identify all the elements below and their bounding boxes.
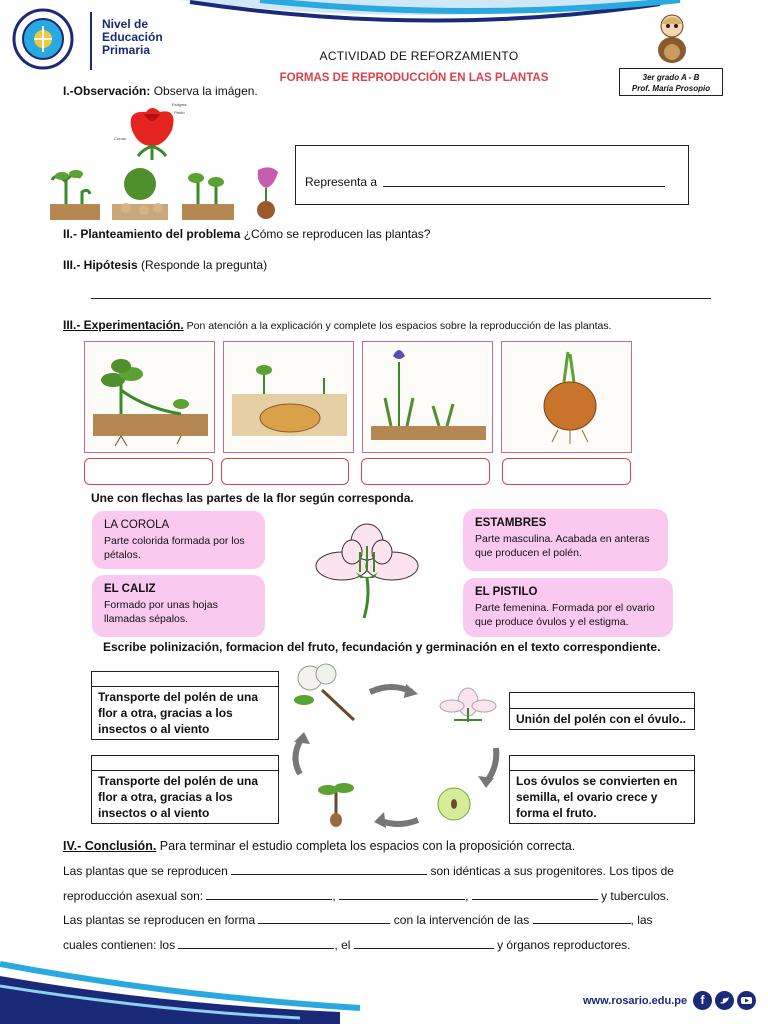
youtube-icon[interactable] [737,991,756,1010]
answer-box-1[interactable] [84,458,213,485]
flower-diagram-image [112,100,194,162]
propagation-image-tuber [223,341,354,453]
svg-text:Pistilo: Pistilo [174,110,185,115]
blank-2[interactable] [206,899,332,900]
section-hypothesis-heading: III.- Hipótesis (Responde la pregunta) [63,258,268,272]
blank-6[interactable] [533,923,631,924]
blank-7[interactable] [178,948,334,949]
blank-5[interactable] [258,923,390,924]
hypothesis-answer-line[interactable] [91,298,711,299]
school-level-name: Nivel de Educación Primaria [102,17,163,57]
propagation-image-bulb-iris [362,341,493,453]
answer-box-3[interactable] [361,458,490,485]
answer-box-2[interactable] [221,458,349,485]
represent-label: Representa a [305,175,378,189]
propagation-image-onion [501,341,632,453]
mascot-icon [652,12,692,64]
blank-1[interactable] [231,874,427,875]
svg-text:Estigma: Estigma [172,102,187,107]
footer-website[interactable]: www.rosario.edu.pe [583,995,688,1007]
flower-drawing [312,522,422,620]
footer-wave [0,960,768,1024]
conclusion-line-4: cuales contienen: los , el y órganos reproductores. [63,938,631,952]
facebook-icon[interactable]: f [693,991,712,1010]
card-caliz: EL CALIZ Formado por unas hojas llamadas sépalos. [92,575,265,637]
blank-4[interactable] [472,899,598,900]
blank-8[interactable] [354,948,494,949]
flower-parts-instruction: Une con flechas las partes de la flor según corresponda. [91,491,414,505]
section-problem-heading: II.- Planteamiento del problema ¿Cómo se reproducen las plantas? [63,227,431,241]
propagation-images-row [48,162,292,222]
section-conclusion-heading: IV.- Conclusión. Para terminar el estudio completa los espacios con la proposición correcta. [63,839,576,853]
grade-box: 3er grado A - B Prof. María Prosopio [619,68,723,96]
cycle-diagram [282,656,512,834]
conclusion-line-2: reproducción asexual son: , , y tuberculos. [63,889,670,903]
card-corola: LA COROLA Parte colorida formada por los pétalos. [92,511,265,569]
section-observation-heading: I.-Observación: Observa la imágen. [63,84,258,98]
propagation-image-stolon [84,341,215,453]
conclusion-line-1: Las plantas que se reproducen son idénticas a sus progenitores. Los tipos de [63,864,674,878]
card-pistilo: EL PISTILO Parte femenina. Formada por el ovario que produce óvulos y el estigma. [463,578,673,637]
activity-title: ACTIVIDAD DE REFORZAMIENTO [319,49,519,63]
cycle-text-box-4: Los óvulos se convierten en semilla, el ovario crece y forma el fruto. [509,770,695,824]
worksheet-subtitle: FORMAS DE REPRODUCCIÓN EN LAS PLANTAS [279,72,549,84]
svg-text:Corola: Corola [114,136,126,141]
answer-box-4[interactable] [502,458,631,485]
cycle-text-box-2: Unión del polén con el óvulo.. [509,708,695,730]
cycle-instruction: Escribe polinización, formacion del fruto, fecundación y germinación en el texto correspondiente. [103,640,661,654]
represent-answer-line[interactable] [383,186,665,187]
twitter-icon[interactable] [715,991,734,1010]
card-estambres: ESTAMBRES Parte masculina. Acabada en anteras que producen el polén. [463,509,668,571]
conclusion-line-3: Las plantas se reproducen en forma con la intervención de las , las [63,913,653,927]
cycle-text-box-3: Transporte del polén de una flor a otra, gracias a los insectos o al viento [91,770,279,824]
cycle-text-box-1: Transporte del polén de una flor a otra, gracias a los insectos o al viento [91,686,279,740]
section-experiment-heading: III.- Experimentación. Pon atención a la explicación y complete los espacios sobre la reproducción de las plantas. [63,318,612,332]
blank-3[interactable] [339,899,465,900]
